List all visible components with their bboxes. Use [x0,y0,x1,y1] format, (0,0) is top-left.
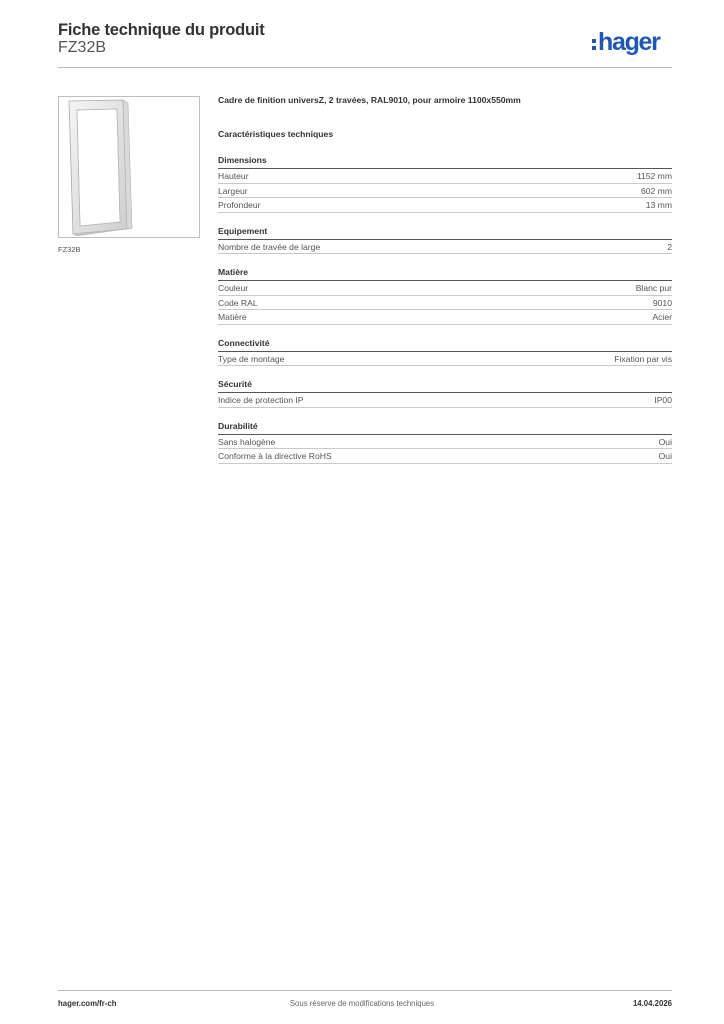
page-title: Fiche technique du produit [58,21,265,39]
spec-label: Conforme à la directive RoHS [218,451,332,461]
hager-logo[interactable] [592,27,660,57]
section-securite [218,379,672,408]
spec-value: Acier [652,312,672,322]
spec-label: Sans halogène [218,436,276,447]
section-title: Dimensions [218,155,672,169]
spec-label: Hauteur [218,171,249,181]
specs-title: Caractéristiques techniques [218,129,334,139]
spec-value: 2 [667,241,672,252]
product-reference: FZ32B [58,39,107,56]
spec-label: Type de montage [218,353,285,364]
spec-label: Couleur [218,283,249,293]
spec-row [218,169,672,184]
spec-value: 602 mm [640,185,672,196]
product-description: Cadre de finition universZ, 2 travées, RAL9010, pour armoire 1100x550mm [218,95,521,105]
spec-value: 9010 [652,297,672,308]
spec-row [218,310,672,325]
spec-row [218,449,672,464]
spec-value: IP00 [654,395,672,405]
section-matiere [218,267,672,325]
spec-row [218,240,672,255]
section-title: Durabilité [218,421,672,435]
spec-value: 13 mm [645,200,672,210]
section-dimensions [218,155,672,213]
spec-label: Largeur [218,185,248,196]
spec-label: Nombre de travée de large [218,241,321,252]
spec-row [218,198,672,213]
spec-row [218,281,672,296]
spec-content [218,95,672,464]
logo-dots-icon [592,34,596,54]
spec-label: Indice de protection IP [218,395,304,405]
logo-text: hager [598,27,660,56]
section-title: Equipement [218,226,672,240]
spec-label: Profondeur [218,200,261,210]
frame-product-icon [59,97,199,237]
spec-row [218,296,672,311]
image-caption: FZ32B [58,245,81,254]
spec-value: Oui [658,436,672,447]
spec-value: Oui [658,451,672,461]
footer-notice: Sous réserve de modifications techniques [289,999,435,1008]
spec-row [218,352,672,367]
footer-website-link[interactable]: hager.com/fr-ch [58,999,117,1008]
spec-row [218,435,672,450]
footer-divider [58,990,672,991]
section-title: Matière [218,267,672,281]
product-image [58,96,200,238]
spec-label: Matière [218,312,247,322]
spec-value: Blanc pur [635,283,672,293]
section-title: Connectivité [218,338,672,352]
header-divider [58,67,672,68]
section-equipement [218,226,672,255]
section-durabilite [218,421,672,464]
footer-date: 14.04.2026 [632,999,672,1008]
spec-row [218,393,672,408]
spec-row [218,184,672,199]
spec-label: Code RAL [218,297,258,308]
section-title: Sécurité [218,379,672,393]
spec-value: Fixation par vis [614,353,672,364]
spec-value: 1152 mm [636,171,672,181]
section-connectivite [218,338,672,367]
